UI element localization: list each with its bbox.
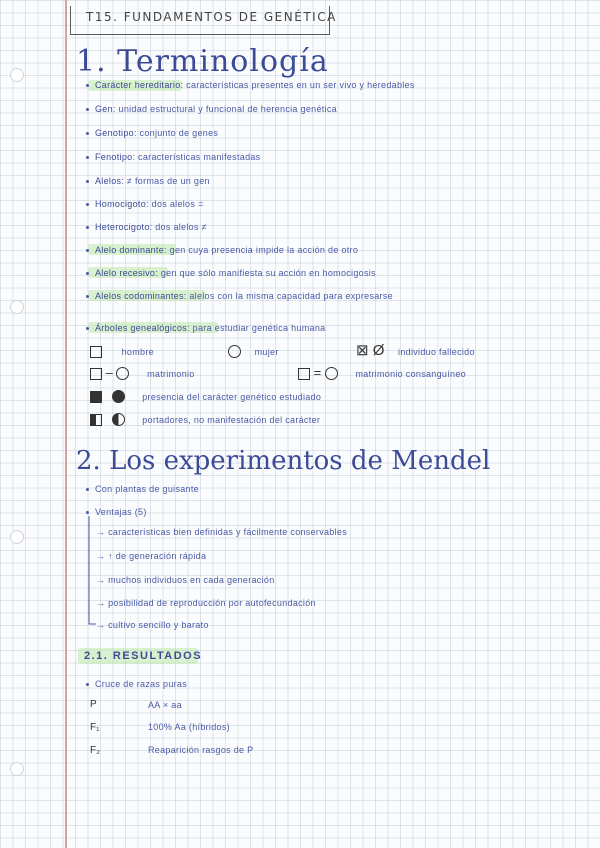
binder-hole <box>10 68 24 82</box>
header-title: T15. FUNDAMENTOS DE GENÉTICA <box>86 10 337 24</box>
section-1-title: 1. Terminología <box>76 44 329 79</box>
circle-symbol <box>228 345 241 358</box>
term-item: Alelo recesivo: gen que sólo manifiesta su acción en homocigosis <box>86 268 376 278</box>
legend-label: matrimonio consanguíneo <box>355 369 466 379</box>
term-item: Homocigoto: dos alelos = <box>86 199 204 209</box>
term-item: Heterocigoto: dos alelos ≠ <box>86 222 207 232</box>
generation-label: F₂ <box>90 745 100 756</box>
legend-row <box>90 388 321 403</box>
legend-row <box>356 341 475 359</box>
crossed-square-circle-symbol: ⊠ Ø <box>356 342 385 359</box>
list-item: Ventajas (5) <box>86 507 147 517</box>
generation-value: AA × aa <box>148 700 182 710</box>
generation-value: Reaparición rasgos de P <box>148 745 254 755</box>
legend-label: individuo fallecido <box>398 347 475 357</box>
advantage-item: → posibilidad de reproducción por autofecundación <box>96 598 316 608</box>
generation-label: F₁ <box>90 722 100 733</box>
term-item: Fenotipo: características manifestadas <box>86 152 261 162</box>
square-symbol <box>298 368 310 380</box>
advantage-item: → muchos individuos en cada generación <box>96 575 275 585</box>
legend-label: portadores, no manifestación del carácter <box>142 415 321 425</box>
legend-row: – matrimonio <box>90 365 195 380</box>
binder-hole <box>10 300 24 314</box>
circle-symbol <box>116 367 129 380</box>
term-item: Alelos codominantes: alelos con la misma capacidad para expresarse <box>86 291 393 301</box>
list-item: Cruce de razas puras <box>86 679 187 689</box>
advantage-item: → características bien definidas y fácilmente conservables <box>96 527 348 537</box>
subsection-title: 2.1. RESULTADOS <box>84 650 203 662</box>
half-filled-square-symbol <box>90 414 102 426</box>
page-margin-line <box>65 0 67 848</box>
square-symbol <box>90 368 102 380</box>
term-item: Genotipo: conjunto de genes <box>86 128 218 138</box>
advantage-item: → ↑ de generación rápida <box>96 551 207 561</box>
legend-label: hombre <box>121 347 154 357</box>
list-item: Con plantas de guisante <box>86 484 199 494</box>
legend-row: = matrimonio consanguíneo <box>298 365 466 380</box>
legend-label: mujer <box>254 347 279 357</box>
term-item: Carácter hereditario: características presentes en un ser vivo y heredables <box>86 80 415 90</box>
filled-square-symbol <box>90 391 102 403</box>
legend-row <box>228 343 279 358</box>
term-item: Árboles genealógicos: para estudiar genética humana <box>86 323 325 333</box>
generation-label: P <box>90 699 97 710</box>
half-filled-circle-symbol <box>112 413 125 426</box>
term-item: Alelo dominante: gen cuya presencia impide la acción de otro <box>86 245 358 255</box>
binder-hole <box>10 530 24 544</box>
legend-label: matrimonio <box>147 369 195 379</box>
square-symbol <box>90 346 102 358</box>
term-item: Alelos: ≠ formas de un gen <box>86 176 210 186</box>
filled-circle-symbol <box>112 390 125 403</box>
advantage-item: → cultivo sencillo y barato <box>96 620 209 630</box>
binder-hole <box>10 762 24 776</box>
term-item: Gen: unidad estructural y funcional de herencia genética <box>86 104 337 114</box>
section-2-title: 2. Los experimentos de Mendel <box>76 446 491 476</box>
circle-symbol <box>325 367 338 380</box>
generation-value: 100% Aa (híbridos) <box>148 722 230 732</box>
legend-row <box>90 411 320 426</box>
legend-row <box>90 343 154 358</box>
legend-label: presencia del carácter genético estudiado <box>142 392 322 402</box>
